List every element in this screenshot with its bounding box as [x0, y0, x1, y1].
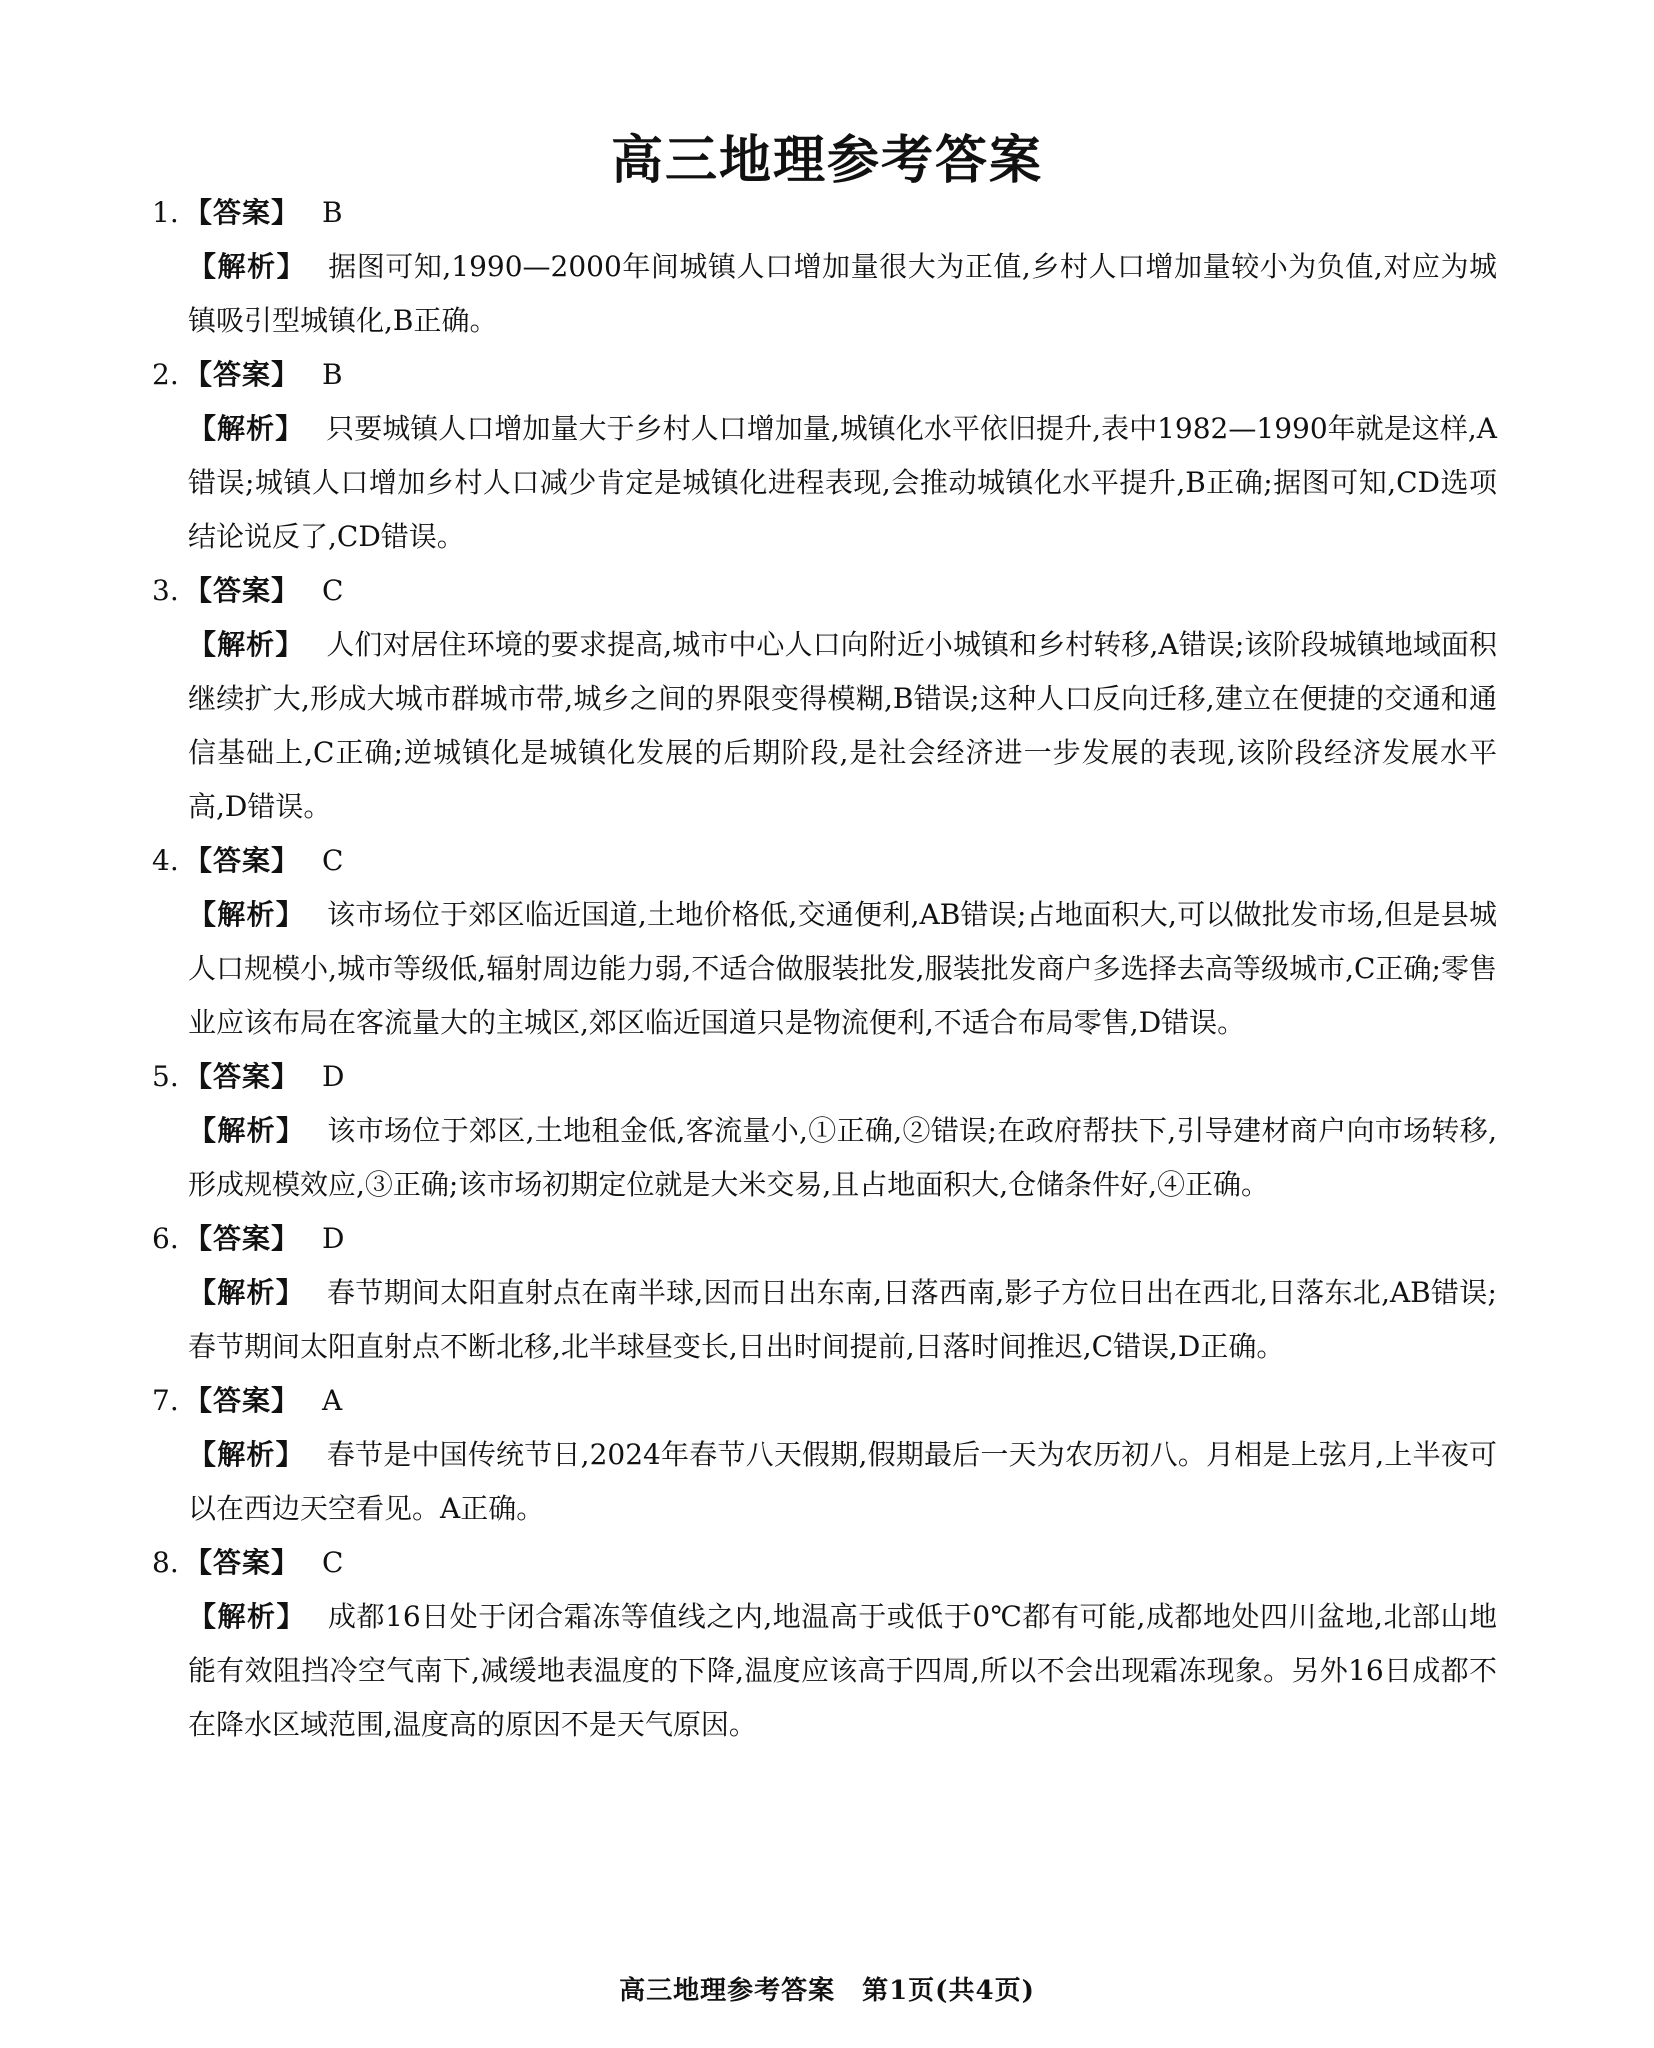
answer-tag: 【答案】 [184, 1060, 301, 1093]
question-number: 3. [152, 574, 179, 607]
answer-line [152, 564, 1497, 618]
question-item [152, 564, 1497, 834]
answer-tag: 【答案】 [184, 574, 301, 607]
answer-value: C [322, 844, 344, 877]
answer-value: B [322, 196, 343, 229]
question-item [152, 1212, 1497, 1374]
analysis-paragraph [188, 240, 1497, 348]
question-item [152, 348, 1497, 564]
analysis-tag: 【解析】 [188, 250, 307, 283]
question-number: 8. [152, 1546, 179, 1579]
answer-value: B [322, 358, 343, 391]
answer-value: C [322, 1546, 344, 1579]
analysis-text: 据图可知,1990—2000年间城镇人口增加量很大为正值,乡村人口增加量较小为负值,对应为城镇吸引型城镇化,B正确。 [188, 250, 1497, 337]
answer-list [152, 186, 1497, 1752]
analysis-text: 人们对居住环境的要求提高,城市中心人口向附近小城镇和乡村转移,A错误;该阶段城镇地域面积继续扩大,形成大城市群城市带,城乡之间的界限变得模糊,B错误;这种人口反向迁移,建立在便捷的交通和通信基础上,C正确;逆城镇化是城镇化发展的后期阶段,是社会经济进一步发展的表现,该阶段经济发展水平高,D错误。 [188, 628, 1497, 823]
analysis-tag: 【解析】 [188, 1600, 307, 1633]
analysis-paragraph [188, 1428, 1497, 1536]
answer-line [152, 1374, 1497, 1428]
analysis-text: 春节是中国传统节日,2024年春节八天假期,假期最后一天为农历初八。月相是上弦月,上半夜可以在西边天空看见。A正确。 [188, 1438, 1497, 1525]
answer-tag: 【答案】 [184, 1546, 301, 1579]
analysis-text: 该市场位于郊区,土地租金低,客流量小,①正确,②错误;在政府帮扶下,引导建材商户向市场转移,形成规模效应,③正确;该市场初期定位就是大米交易,且占地面积大,仓储条件好,④正确。 [188, 1114, 1497, 1201]
analysis-paragraph [188, 1590, 1497, 1752]
answer-line [152, 834, 1497, 888]
question-number: 6. [152, 1222, 179, 1255]
answer-tag: 【答案】 [184, 358, 301, 391]
question-number: 4. [152, 844, 179, 877]
answer-value: D [322, 1060, 345, 1093]
analysis-paragraph [188, 402, 1497, 564]
question-number: 7. [152, 1384, 179, 1417]
question-item [152, 834, 1497, 1050]
question-number: 2. [152, 358, 179, 391]
analysis-paragraph [188, 1266, 1497, 1374]
analysis-paragraph [188, 618, 1497, 834]
question-number: 1. [152, 196, 179, 229]
analysis-tag: 【解析】 [188, 898, 306, 931]
answer-tag: 【答案】 [184, 1222, 301, 1255]
page-footer: 高三地理参考答案 第1页(共4页) [619, 1976, 1035, 2006]
analysis-paragraph [188, 888, 1497, 1050]
analysis-tag: 【解析】 [188, 1276, 306, 1309]
analysis-tag: 【解析】 [188, 412, 305, 445]
answer-line [152, 186, 1497, 240]
answer-value: C [322, 574, 344, 607]
answer-line [152, 1212, 1497, 1266]
analysis-text: 只要城镇人口增加量大于乡村人口增加量,城镇化水平依旧提升,表中1982—1990年就是这样,A错误;城镇人口增加乡村人口减少肯定是城镇化进程表现,会推动城镇化水平提升,B正确;据图可知,CD选项结论说反了,CD错误。 [188, 412, 1497, 553]
answer-line [152, 1050, 1497, 1104]
question-item [152, 1050, 1497, 1212]
answer-value: A [322, 1384, 343, 1417]
page-title: 高三地理参考答案 [610, 130, 1043, 191]
analysis-tag: 【解析】 [188, 1438, 305, 1471]
question-item [152, 1374, 1497, 1536]
question-item [152, 1536, 1497, 1752]
analysis-paragraph [188, 1104, 1497, 1212]
answer-line [152, 1536, 1497, 1590]
question-item [152, 186, 1497, 348]
answer-tag: 【答案】 [184, 844, 301, 877]
analysis-text: 春节期间太阳直射点在南半球,因而日出东南,日落西南,影子方位日出在西北,日落东北,AB错误;春节期间太阳直射点不断北移,北半球昼变长,日出时间提前,日落时间推迟,C错误,D正确。 [188, 1276, 1497, 1363]
answer-tag: 【答案】 [184, 1384, 301, 1417]
answer-tag: 【答案】 [184, 196, 301, 229]
analysis-text: 成都16日处于闭合霜冻等值线之内,地温高于或低于0℃都有可能,成都地处四川盆地,北部山地能有效阻挡冷空气南下,减缓地表温度的下降,温度应该高于四周,所以不会出现霜冻现象。另外16日成都不在降水区域范围,温度高的原因不是天气原因。 [188, 1600, 1497, 1741]
analysis-tag: 【解析】 [188, 1114, 306, 1147]
analysis-text: 该市场位于郊区临近国道,土地价格低,交通便利,AB错误;占地面积大,可以做批发市场,但是县城人口规模小,城市等级低,辐射周边能力弱,不适合做服装批发,服装批发商户多选择去高等级城市,C正确;零售业应该布局在客流量大的主城区,郊区临近国道只是物流便利,不适合布局零售,D错误。 [188, 898, 1497, 1039]
question-number: 5. [152, 1060, 179, 1093]
answer-value: D [322, 1222, 345, 1255]
analysis-tag: 【解析】 [188, 628, 305, 661]
answer-line [152, 348, 1497, 402]
